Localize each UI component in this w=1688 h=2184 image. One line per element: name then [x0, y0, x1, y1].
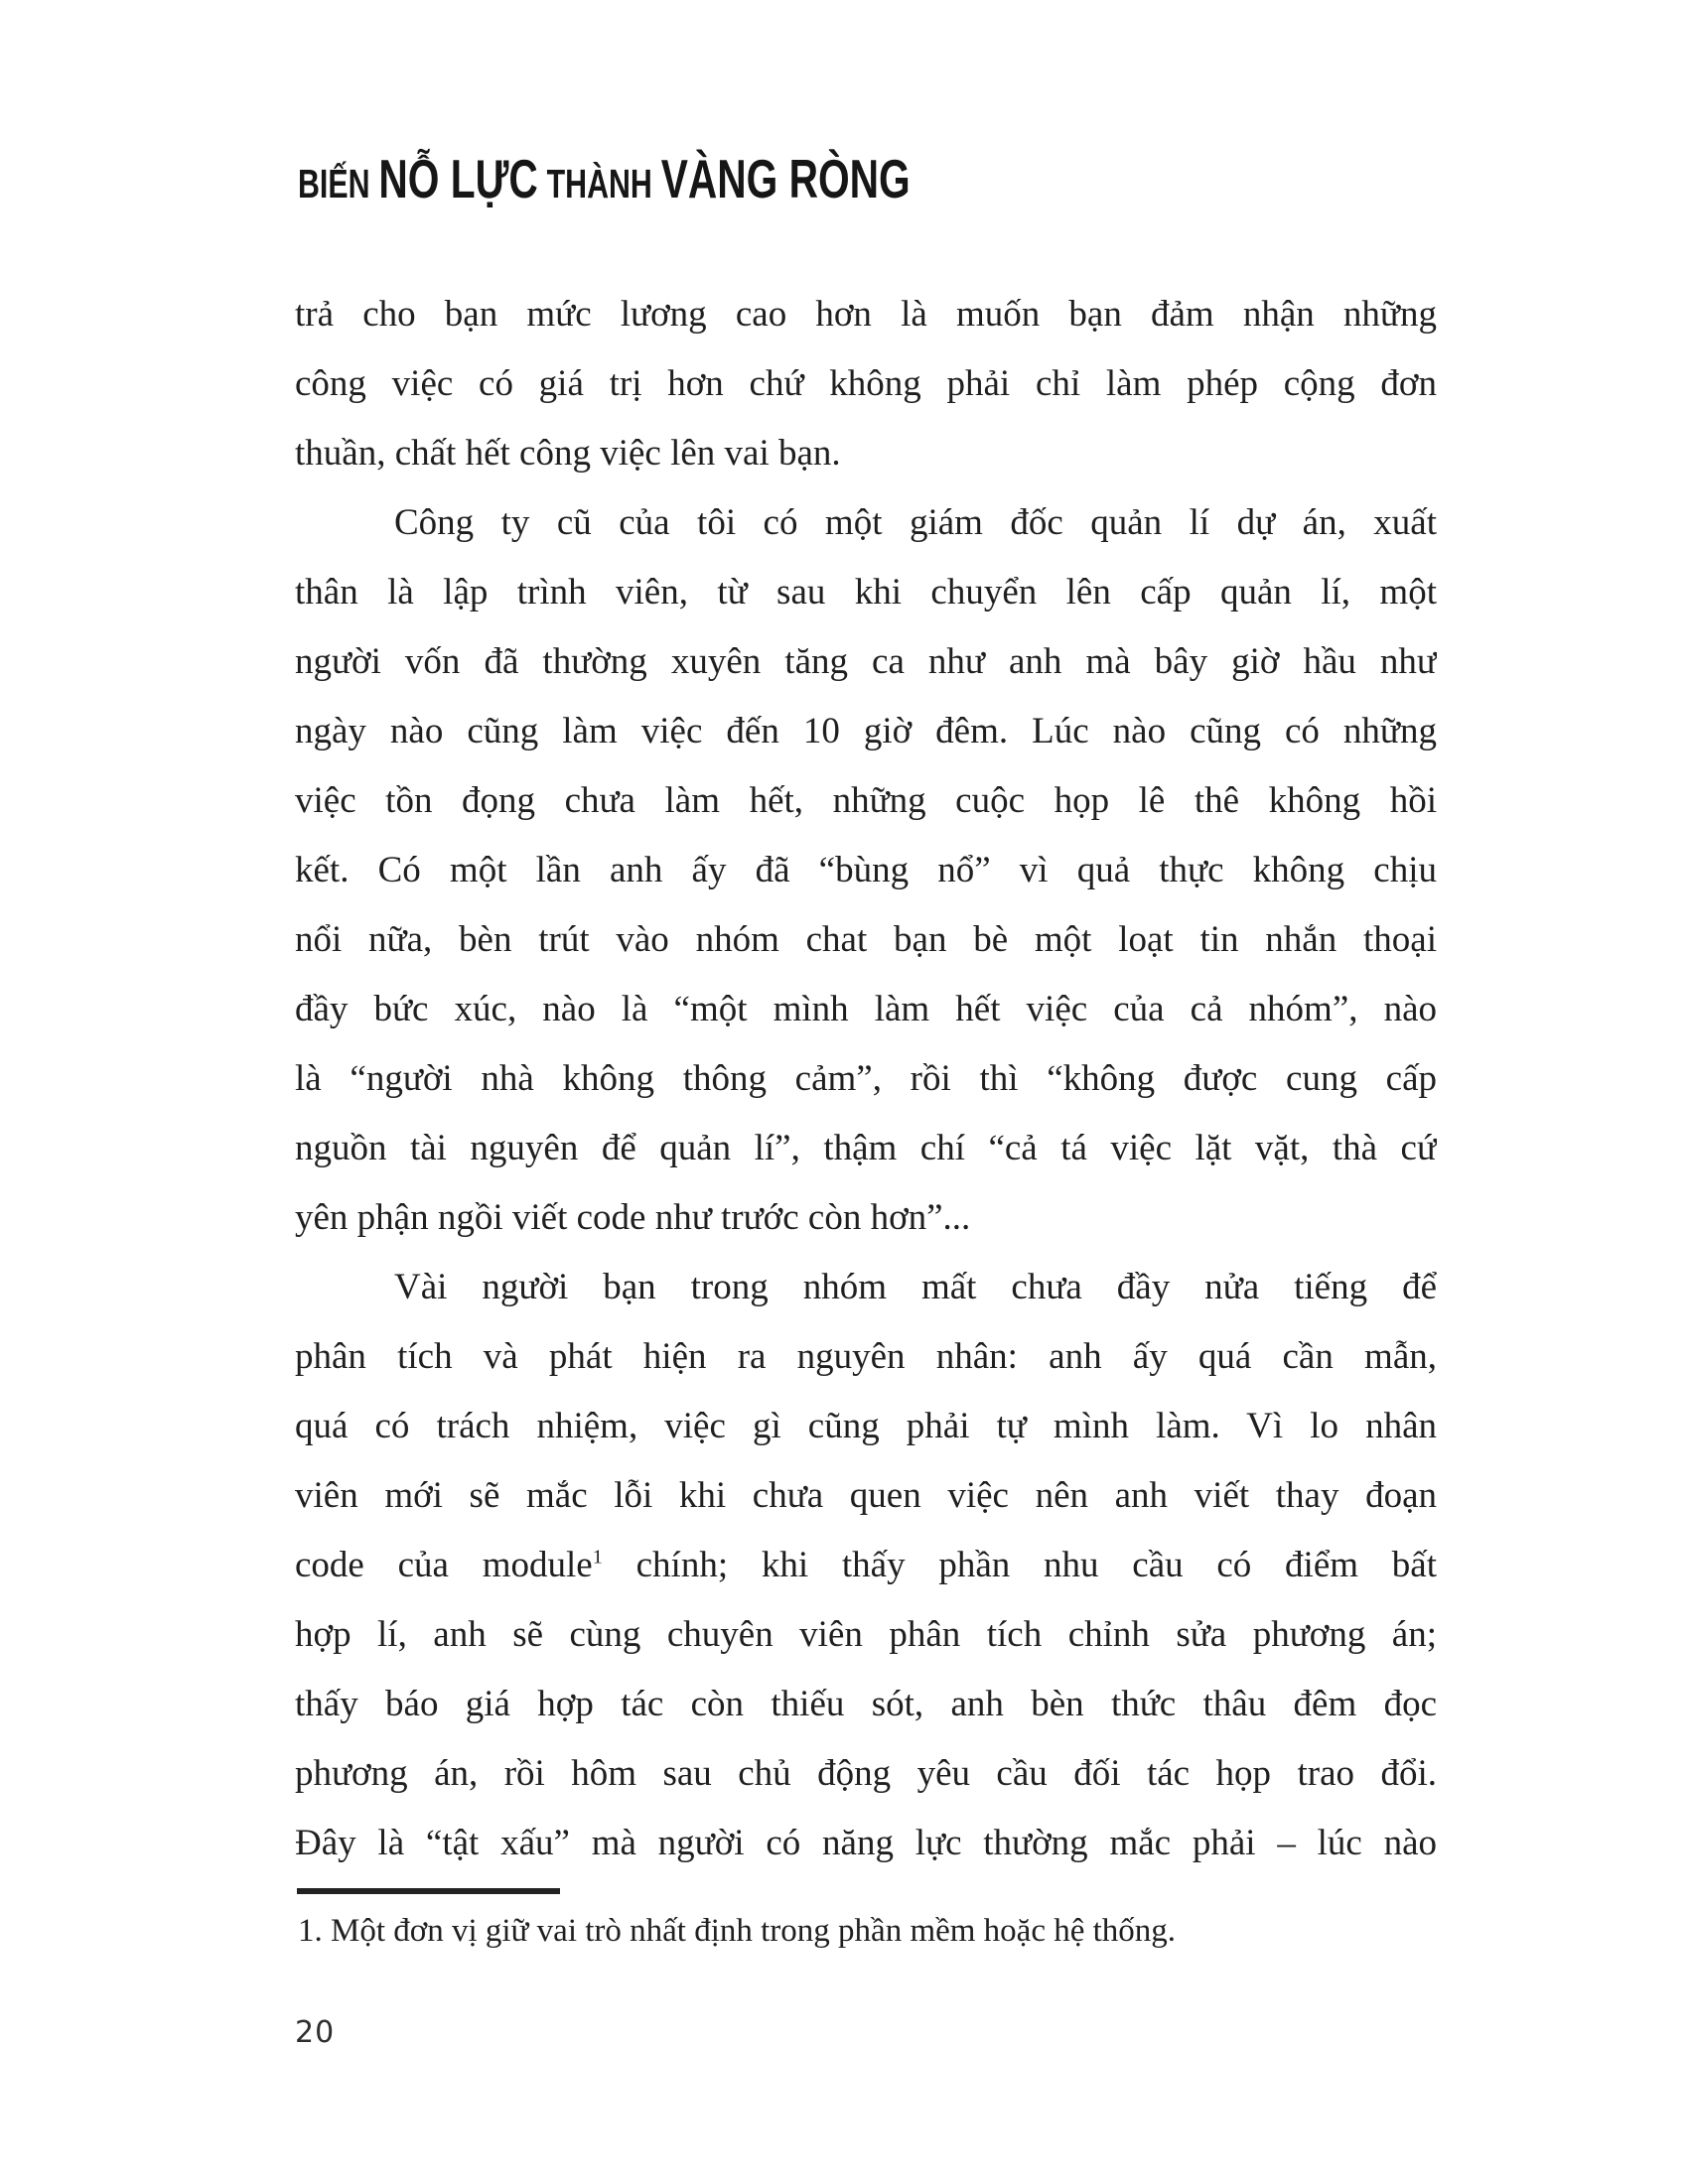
header-word-no-luc: NỖ LỰC: [378, 148, 538, 209]
text-line: Vài người bạn trong nhóm mất chưa đầy nửa tiếng để: [394, 1267, 1437, 1307]
text-segment: code của module: [295, 1545, 593, 1585]
footnote: 1. Một đơn vị giữ vai trò nhất định trong phần mềm hoặc hệ thống.: [298, 1913, 1177, 1949]
text-line: là “người nhà không thông cảm”, rồi thì “không được cung cấp: [295, 1058, 1437, 1099]
footnote-divider: [297, 1888, 560, 1894]
page-number: 20: [295, 2015, 336, 2050]
text-line: [295, 1531, 1437, 1600]
text-line: việc tồn đọng chưa làm hết, những cuộc họp lê thê không hồi: [295, 780, 1437, 821]
paragraph: [295, 280, 1437, 488]
text-line: kết. Có một lần anh ấy đã “bùng nổ” vì quả thực không chịu: [295, 850, 1437, 890]
running-header: [298, 147, 911, 210]
text-line: thân là lập trình viên, từ sau khi chuyển lên cấp quản lí, một: [295, 572, 1437, 613]
header-word-bien: BIẾN: [298, 161, 370, 206]
text-line: nguồn tài nguyên để quản lí”, thậm chí “cả tá việc lặt vặt, thà cứ: [295, 1128, 1437, 1168]
text-line: đầy bức xúc, nào là “một mình làm hết việc của cả nhóm”, nào: [295, 989, 1437, 1029]
text-line: quá có trách nhiệm, việc gì cũng phải tự mình làm. Vì lo nhân: [295, 1406, 1437, 1446]
text-line: nổi nữa, bèn trút vào nhóm chat bạn bè một loạt tin nhắn thoại: [295, 919, 1437, 960]
text-line: ngày nào cũng làm việc đến 10 giờ đêm. Lúc nào cũng có những: [295, 711, 1437, 751]
paragraph: [295, 488, 1437, 1253]
text-line: Công ty cũ của tôi có một giám đốc quản lí dự án, xuất: [394, 502, 1437, 543]
text-line: phương án, rồi hôm sau chủ động yêu cầu đối tác họp trao đổi.: [295, 1753, 1437, 1794]
text-line: công việc có giá trị hơn chứ không phải chỉ làm phép cộng đơn: [295, 363, 1437, 404]
text-line: viên mới sẽ mắc lỗi khi chưa quen việc nên anh viết thay đoạn: [295, 1475, 1437, 1516]
footnote-marker-superscript: 1: [592, 1546, 603, 1569]
text-line: Đây là “tật xấu” mà người có năng lực thường mắc phải – lúc nào: [295, 1823, 1437, 1863]
text-line: yên phận ngồi viết code như trước còn hơn”...: [295, 1197, 971, 1238]
text-line: thấy báo giá hợp tác còn thiếu sót, anh bèn thức thâu đêm đọc: [295, 1684, 1437, 1724]
body-text: [295, 280, 1437, 1878]
text-line: người vốn đã thường xuyên tăng ca như anh mà bây giờ hầu như: [295, 641, 1437, 682]
text-line: phân tích và phát hiện ra nguyên nhân: anh ấy quá cần mẫn,: [295, 1336, 1437, 1377]
text-line: thuần, chất hết công việc lên vai bạn.: [295, 433, 841, 474]
text-line: trả cho bạn mức lương cao hơn là muốn bạn đảm nhận những: [295, 294, 1437, 335]
paragraph: [295, 1253, 1437, 1878]
header-word-vang-rong: VÀNG RÒNG: [660, 148, 911, 209]
text-line: hợp lí, anh sẽ cùng chuyên viên phân tích chỉnh sửa phương án;: [295, 1614, 1437, 1655]
header-word-thanh: THÀNH: [546, 161, 652, 206]
text-segment: chính; khi thấy phần nhu cầu có điểm bất: [602, 1545, 1437, 1585]
